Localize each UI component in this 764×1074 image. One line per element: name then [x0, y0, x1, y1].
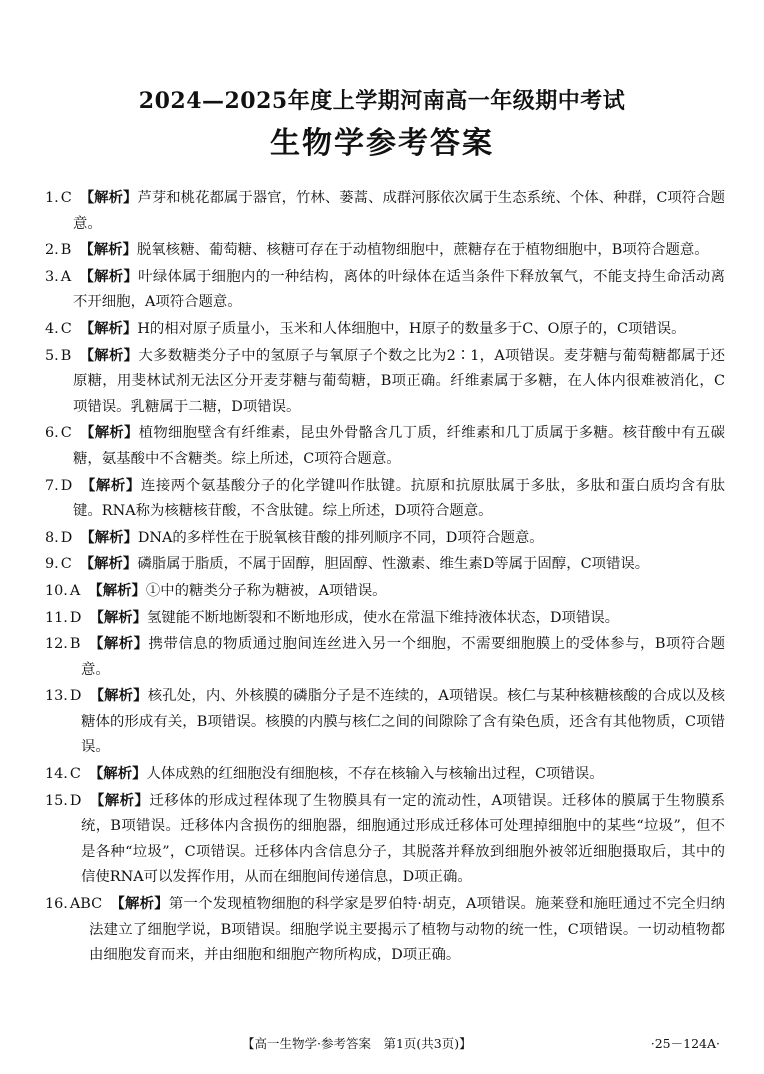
- question-number: 7.: [45, 477, 59, 494]
- answer-text-block: [45, 578, 725, 605]
- answer-choice: C: [60, 425, 72, 442]
- answer-text-block: [45, 420, 725, 472]
- footer-code: ·25－124A·: [650, 1036, 720, 1051]
- question-number: 11.: [45, 609, 68, 626]
- analysis-tag: 【解析】: [79, 241, 137, 259]
- analysis-text: 磷脂属于脂质，不属于固醇，胆固醇、性激素、维生素D等属于固醇，C项错误。: [137, 556, 650, 573]
- answer-choice: B: [60, 242, 72, 259]
- analysis-tag: 【解析】: [110, 895, 169, 913]
- question-number: 13.: [45, 688, 68, 705]
- answer-text-block: [45, 761, 725, 788]
- answer-choice: C: [69, 766, 81, 783]
- question-number: 1.: [45, 190, 59, 206]
- analysis-text: 脱氧核糖、葡萄糖、核糖可存在于动植物细胞中，蔗糖存在于植物细胞中，B项符合题意。: [136, 242, 709, 259]
- analysis-text: 氢键能不断地断裂和不断地形成，使水在常温下维持液体状态，D项错误。: [147, 609, 620, 626]
- answer-text-block: [45, 788, 725, 891]
- answer-item: [45, 316, 725, 343]
- analysis-text: 迁移体的形成过程体现了生物膜具有一定的流动性，A项错误。迁移体的膜属于生物膜系统，B项错误。迁移体内含损伤的细胞器，细胞通过形成迁移体可处理掉细胞中的某些“垃圾”，但不是各种“垃圾”，C项错误。迁移体内含信息分子，其脱落并释放到细胞外被邻近细胞摄取后，其中的信使RNA可以发挥作用，从而在细胞间传递信息，D项正确。: [81, 792, 725, 886]
- analysis-tag: 【解析】: [89, 608, 148, 626]
- answer-choice: C: [60, 320, 72, 337]
- answer-text-block: [45, 605, 725, 632]
- analysis-tag: 【解析】: [79, 319, 138, 337]
- analysis-text: 核孔处，内、外核膜的磷脂分子是不连续的，A项错误。核仁与某种核糖核酸的合成以及核糖体的形成有关，B项错误。核膜的内膜与核仁之间的间隙除了含有染色质，还含有其他物质，C项错误。: [81, 688, 725, 756]
- answer-choice: A: [60, 268, 72, 285]
- analysis-text: 第一个发现植物细胞的科学家是罗伯特·胡克，A项错误。施莱登和施旺通过不完全归纳法建立了细胞学说，B项错误。细胞学说主要揭示了植物与动物的统一性，C项错误。一切动植物都由细胞发育而来，并由细胞和细胞产物所构成，D项正确。: [89, 896, 725, 964]
- question-number: 12.: [45, 636, 68, 653]
- analysis-tag: 【解析】: [88, 635, 149, 653]
- exam-title: 2024—2025年度上学期河南高一年级期中考试: [138, 88, 626, 114]
- answer-text-block: [45, 551, 725, 578]
- analysis-text: ①中的糖类分子称为糖被，A项错误。: [145, 582, 387, 599]
- question-number: 8.: [45, 529, 59, 546]
- answer-item: [45, 788, 725, 891]
- page-title: 生物学参考答案: [270, 126, 494, 161]
- answer-item: [45, 420, 725, 472]
- answer-item: [45, 631, 725, 683]
- answer-item: [45, 264, 725, 316]
- analysis-tag: 【解析】: [88, 765, 147, 783]
- footer-page-info: 【高一生物学·参考答案 第1页(共3页)】: [242, 1036, 472, 1051]
- answer-item: [45, 237, 725, 264]
- answer-choice: B: [60, 347, 72, 364]
- analysis-text: 芦芽和桃花都属于器官，竹林、蒌蒿、成群河豚依次属于生态系统、个体、种群，C项符合题意。: [73, 190, 725, 232]
- question-number: 2.: [45, 242, 59, 259]
- answer-item: [45, 605, 725, 632]
- answer-text-block: [45, 683, 725, 761]
- answer-text-block: [45, 891, 725, 969]
- question-number: 4.: [45, 320, 59, 337]
- answer-choice: D: [60, 529, 73, 546]
- analysis-text: 人体成熟的红细胞没有细胞核，不存在核输入与核输出过程，C项错误。: [146, 766, 604, 783]
- answer-item: [45, 551, 725, 578]
- answer-choice: A: [69, 582, 81, 599]
- answer-item: [45, 578, 725, 605]
- question-number: 14.: [45, 766, 68, 783]
- question-number: 15.: [45, 792, 68, 809]
- answer-item: [45, 525, 725, 552]
- analysis-tag: 【解析】: [79, 555, 138, 573]
- answer-text-block: [45, 185, 725, 237]
- answer-text-block: [45, 237, 725, 264]
- analysis-text: 植物细胞壁含有纤维素，昆虫外骨骼含几丁质，纤维素和几丁质属于多糖。核苷酸中有五碳糖，氨基酸中不含糖类。综上所述，C项符合题意。: [73, 425, 725, 467]
- analysis-tag: 【解析】: [79, 267, 139, 285]
- answer-list: [45, 185, 725, 969]
- answer-choice: ABC: [69, 896, 103, 913]
- analysis-tag: 【解析】: [89, 687, 148, 705]
- question-number: 10.: [45, 582, 68, 599]
- answer-item: [45, 683, 725, 761]
- analysis-tag: 【解析】: [79, 424, 139, 442]
- analysis-tag: 【解析】: [79, 189, 138, 206]
- analysis-text: 大多数糖类分子中的氢原子与氧原子个数之比为2∶1，A项错误。麦芽糖与葡萄糖都属于还原糖，用斐林试剂无法区分开麦芽糖与葡萄糖，B项正确。纤维素属于多糖，在人体内很难被消化，C项错误。乳糖属于二糖，D项错误。: [73, 347, 725, 415]
- analysis-tag: 【解析】: [80, 476, 141, 494]
- analysis-text: DNA的多样性在于脱氧核苷酸的排列顺序不同，D项符合题意。: [137, 529, 544, 546]
- answer-choice: C: [60, 556, 72, 573]
- answer-item: [45, 891, 725, 969]
- answer-choice: D: [69, 609, 82, 626]
- answer-text-block: [45, 473, 725, 525]
- question-number: 6.: [45, 425, 59, 442]
- answer-text-block: [45, 264, 725, 316]
- answer-choice: C: [60, 190, 72, 206]
- analysis-text: 携带信息的物质通过胞间连丝进入另一个细胞，不需要细胞膜上的受体参与，B项符合题意。: [81, 636, 725, 678]
- analysis-tag: 【解析】: [88, 581, 146, 599]
- answer-item: [45, 761, 725, 788]
- answer-text-block: [45, 631, 725, 683]
- analysis-text: 连接两个氨基酸分子的化学键叫作肽键。抗原和抗原肽属于多肽，多肽和蛋白质均含有肽键。RNA称为核糖核苷酸，不含肽键。综上所述，D项符合题意。: [73, 477, 725, 520]
- answer-choice: B: [69, 636, 81, 653]
- answer-item: [45, 343, 725, 421]
- answer-text-block: [45, 343, 725, 421]
- question-number: 5.: [45, 347, 59, 364]
- question-number: 16.: [45, 896, 68, 913]
- answer-text-block: [45, 316, 725, 343]
- answer-choice: D: [69, 688, 82, 705]
- answer-text-block: [45, 525, 725, 552]
- question-number: 9.: [45, 556, 59, 573]
- answer-item: [45, 185, 725, 237]
- analysis-text: 叶绿体属于细胞内的一种结构，离体的叶绿体在适当条件下释放氧气，不能支持生命活动离不开细胞，A项符合题意。: [73, 268, 725, 311]
- answer-choice: D: [60, 477, 73, 494]
- page-footer: [0, 1034, 764, 1054]
- analysis-text: H的相对原子质量小，玉米和人体细胞中，H原子的数量多于C、O原子的，C项错误。: [137, 320, 686, 337]
- answer-choice: D: [69, 792, 82, 809]
- analysis-tag: 【解析】: [79, 346, 139, 364]
- analysis-tag: 【解析】: [89, 791, 150, 809]
- analysis-tag: 【解析】: [80, 528, 138, 546]
- answer-item: [45, 473, 725, 525]
- question-number: 3.: [45, 268, 59, 285]
